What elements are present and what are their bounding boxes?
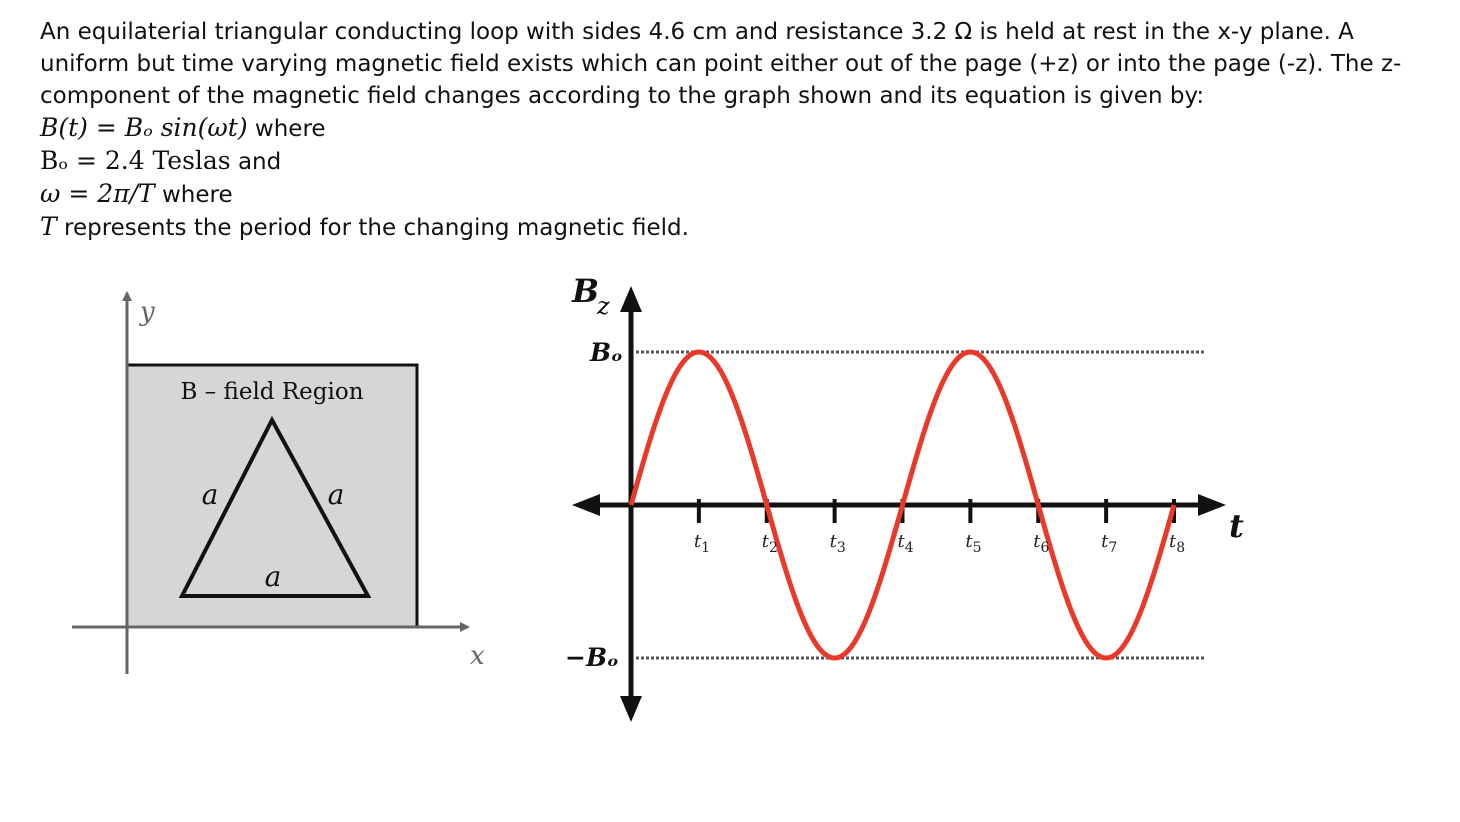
equation-b-of-t-word: where [254,116,326,142]
tick-label-t7: $t_7$ [1101,531,1118,556]
tick-label-t6: $t_6$ [1033,531,1050,556]
equation-b0-word: and [237,149,282,175]
t-axis-arrow-left [572,494,600,516]
t-axis-label: t [1229,507,1244,545]
bz-axis-label: Bz [572,272,610,320]
bz-vs-time-chart [540,260,1260,730]
tick-label-t2: $t_2$ [761,531,778,556]
tick-label-t4: $t_4$ [897,531,914,556]
equation-omega [40,178,1430,211]
b0-min-label: −Bₒ [565,643,619,672]
equation-b0-math: Bₒ = 2.4 Teslas [40,146,231,175]
bz-axis-arrow-down [620,696,642,722]
b0-max-label: Bₒ [590,338,623,367]
tick-label-t1: $t_1$ [693,531,711,556]
triangle-side-right-label: a [327,478,345,511]
t-axis-arrow-right [1198,494,1226,516]
triangle-side-left-label: a [201,478,219,511]
period-definition [40,211,1430,244]
tick-label-t5: $t_5$ [965,531,982,556]
x-axis-label: x [470,641,485,671]
period-definition-text: represents the period for the changing magnetic field. [64,215,689,241]
bz-axis-arrow-up [620,286,642,312]
problem-intro: An equilaterial triangular conducting loop with sides 4.6 cm and resistance 3.2 Ω is held at rest in the x-y plane. A uniform but time varying magnetic field exists which can point either out of the page (+z) or into the page (-z). The z-component of the magnetic field changes according to the graph shown and its equation is given by: [40,19,1402,109]
field-region-diagram [0,260,560,700]
equation-b0 [40,145,1430,178]
triangle-side-bottom-label: a [264,560,282,593]
equation-omega-math: ω = 2π/T [40,179,155,208]
equation-omega-word: where [161,182,233,208]
tick-label-t3: $t_3$ [829,531,846,556]
y-axis-label: y [140,297,155,327]
tick-label-t8: $t_8$ [1169,531,1186,556]
region-label: B – field Region [180,379,364,405]
equation-b-of-t [40,112,1430,145]
equation-b-of-t-math: B(t) = Bₒ sin(ωt) [40,113,248,142]
period-symbol: T [40,212,57,241]
problem-statement [40,16,1430,244]
